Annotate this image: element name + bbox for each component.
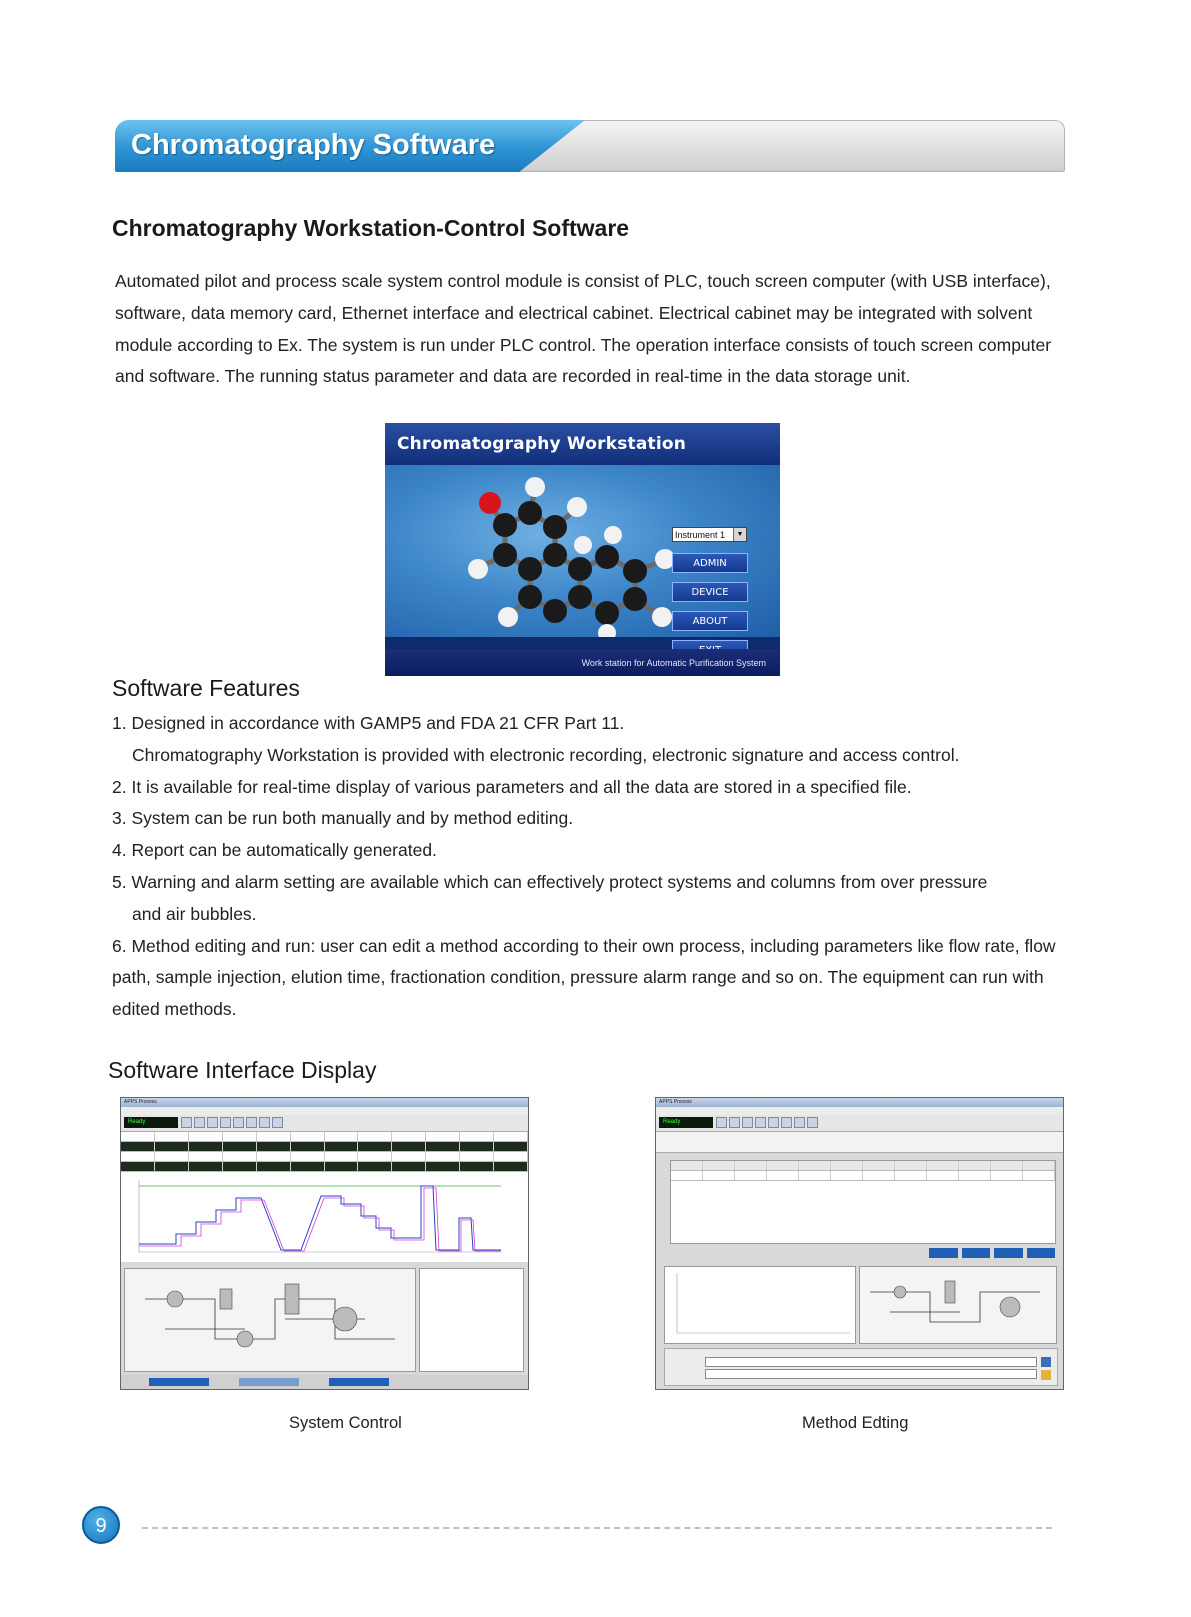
method-name-field[interactable]: [705, 1357, 1037, 1367]
toolbar: [656, 1115, 1063, 1132]
section-heading: Chromatography Workstation-Control Software: [112, 215, 630, 241]
toolbar-icons: [716, 1117, 818, 1129]
feature-item: 5. Warning and alarm setting are available which can effectively protect systems and columns from over pressure: [112, 871, 988, 892]
splash-header: [385, 423, 780, 465]
caption-method-editing: Method Edting: [802, 1414, 909, 1432]
splash-body: [385, 465, 780, 637]
caption-system-control: System Control: [289, 1414, 402, 1432]
status-badge: Ready: [124, 1117, 178, 1128]
app-title: APPS Process: [121, 1098, 528, 1107]
features-list: [112, 708, 1072, 1026]
footer-divider: [142, 1527, 1052, 1529]
feature-item: 6. Method editing and run: user can edit a method according to their own process, including parameters like flow rate, flow path, sample injection, elution time, fractionation condition, pressure alarm range and so on. The equipment can run with edited methods.: [112, 935, 1056, 1020]
intro-paragraph: Automated pilot and process scale system control module is consist of PLC, touch screen computer (with USB interface), software, data memory card, Ethernet interface and electrical cabinet. Electrical cabinet may be integrated with solvent module according to Ex. The system is run under PLC control. The operation interface consists of touch screen computer and software. The running status parameter and data are recorded in real-time in the data storage unit.: [115, 271, 1052, 387]
instrument-select-value: Instrument 1: [675, 530, 726, 540]
toolbar: [121, 1115, 528, 1132]
feature-item: 4. Report can be automatically generated.: [112, 840, 437, 861]
manual-stop-button[interactable]: [239, 1378, 299, 1386]
admin-button[interactable]: ADMIN: [672, 553, 748, 573]
method-settings-row: [656, 1132, 1063, 1153]
gradient-preview-plot: [664, 1266, 856, 1344]
menu-bar: [656, 1107, 1063, 1115]
instrument-select[interactable]: [672, 527, 747, 542]
splash-footer-text: Work station for Automatic Purification System: [581, 658, 766, 668]
splash-footer: [385, 649, 780, 676]
delete-step-button[interactable]: [962, 1248, 991, 1258]
device-button[interactable]: DEVICE: [672, 582, 748, 602]
flow-path-diagram: [859, 1266, 1057, 1344]
feature-item: Chromatography Workstation is provided with electronic recording, electronic signature and access control.: [132, 744, 960, 765]
feature-item: 3. System can be run both manually and by method editing.: [112, 808, 574, 829]
bottom-bar: [121, 1375, 528, 1389]
display-heading: Software Interface Display: [108, 1057, 377, 1083]
status-badge: Ready: [659, 1117, 713, 1128]
parameter-row: [121, 1132, 528, 1142]
chevron-down-icon: ▼: [733, 528, 746, 541]
section-banner: [115, 120, 1065, 172]
parameter-row: [121, 1152, 528, 1162]
side-panel: [419, 1268, 524, 1372]
toolbar-icons: [181, 1117, 283, 1129]
method-editing-screenshot: [655, 1097, 1064, 1390]
folder-icon[interactable]: [1041, 1370, 1051, 1380]
table-actions: [929, 1248, 1055, 1258]
workstation-splash-image: [385, 423, 780, 676]
app-title: APPS Process: [656, 1098, 1063, 1107]
feature-item: 2. It is available for real-time display of various parameters and all the data are stored in a specified file.: [112, 776, 912, 797]
feature-item: and air bubbles.: [132, 903, 257, 924]
table-row[interactable]: [671, 1171, 1055, 1181]
feature-item: 1. Designed in accordance with GAMP5 and FDA 21 CFR Part 11.: [112, 713, 625, 733]
method-step-table: [670, 1160, 1056, 1244]
banner-title: Chromatography Software: [131, 129, 496, 161]
parameter-values-row: [121, 1162, 528, 1172]
data-path-field[interactable]: [705, 1369, 1037, 1379]
page-number: 9: [82, 1506, 120, 1544]
manual-run-button[interactable]: [149, 1378, 209, 1386]
about-button[interactable]: ABOUT: [672, 611, 748, 631]
chromatogram-plot: [121, 1172, 528, 1262]
splash-title: Chromatography Workstation: [397, 434, 687, 454]
preview-button[interactable]: [1027, 1248, 1056, 1258]
flow-path-diagram: [124, 1268, 416, 1372]
file-path-panel: [664, 1348, 1058, 1386]
system-control-screenshot: [120, 1097, 529, 1390]
menu-bar: [121, 1107, 528, 1115]
save-icon[interactable]: [1041, 1357, 1051, 1367]
insert-step-button[interactable]: [994, 1248, 1023, 1258]
table-header-row: [671, 1161, 1055, 1171]
features-heading: Software Features: [112, 675, 300, 701]
add-step-button[interactable]: [929, 1248, 958, 1258]
parameter-values-row: [121, 1142, 528, 1152]
record-button[interactable]: [329, 1378, 389, 1386]
